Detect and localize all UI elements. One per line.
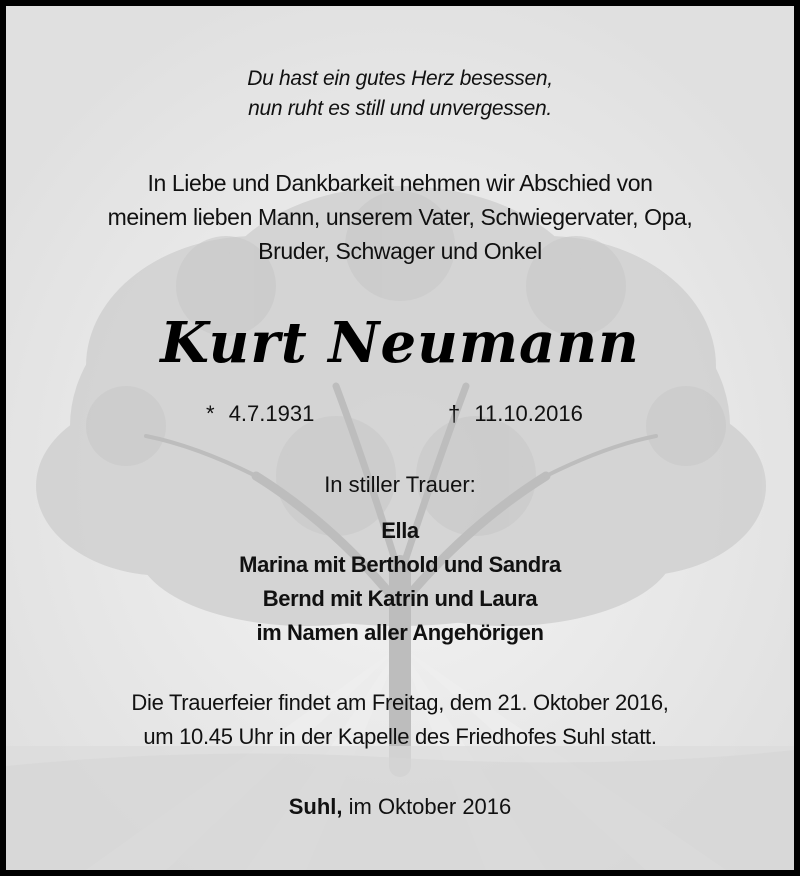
death-date-line — [448, 400, 583, 428]
service-line-1: Die Trauerfeier findet am Freitag, dem 21. Oktober 2016, — [131, 690, 669, 715]
death-date: 11.10.2016 — [474, 401, 583, 426]
birth-date-line — [206, 400, 314, 428]
family-list — [6, 514, 794, 650]
funeral-service-info — [6, 686, 794, 754]
family-member: Bernd mit Katrin und Laura — [262, 586, 538, 611]
birth-star-icon: * — [206, 401, 215, 426]
verse — [6, 64, 794, 124]
family-member: Marina mit Berthold und Sandra — [239, 552, 561, 577]
service-line-2: um 10.45 Uhr in der Kapelle des Friedhofes Suhl statt. — [143, 724, 657, 749]
deceased-name: Kurt Neumann — [160, 310, 640, 376]
verse-line-1: Du hast ein gutes Herz besessen, — [247, 67, 553, 90]
verse-line-2: nun ruht es still und unvergessen. — [248, 97, 552, 120]
farewell-line-3: Bruder, Schwager und Onkel — [258, 238, 542, 264]
family-member: Ella — [381, 518, 419, 543]
birth-date: 4.7.1931 — [228, 401, 315, 426]
farewell-text — [6, 166, 794, 268]
place-city: Suhl, — [288, 794, 343, 819]
place-date: im Oktober 2016 — [348, 794, 512, 819]
family-member: im Namen aller Angehörigen — [256, 620, 544, 645]
mourning-heading: In stiller Trauer: — [324, 472, 476, 497]
farewell-line-1: In Liebe und Dankbarkeit nehmen wir Abschied von — [147, 170, 653, 196]
death-cross-icon: † — [448, 401, 461, 426]
farewell-line-2: meinem lieben Mann, unserem Vater, Schwiegervater, Opa, — [107, 204, 693, 230]
place-and-date — [6, 792, 794, 822]
